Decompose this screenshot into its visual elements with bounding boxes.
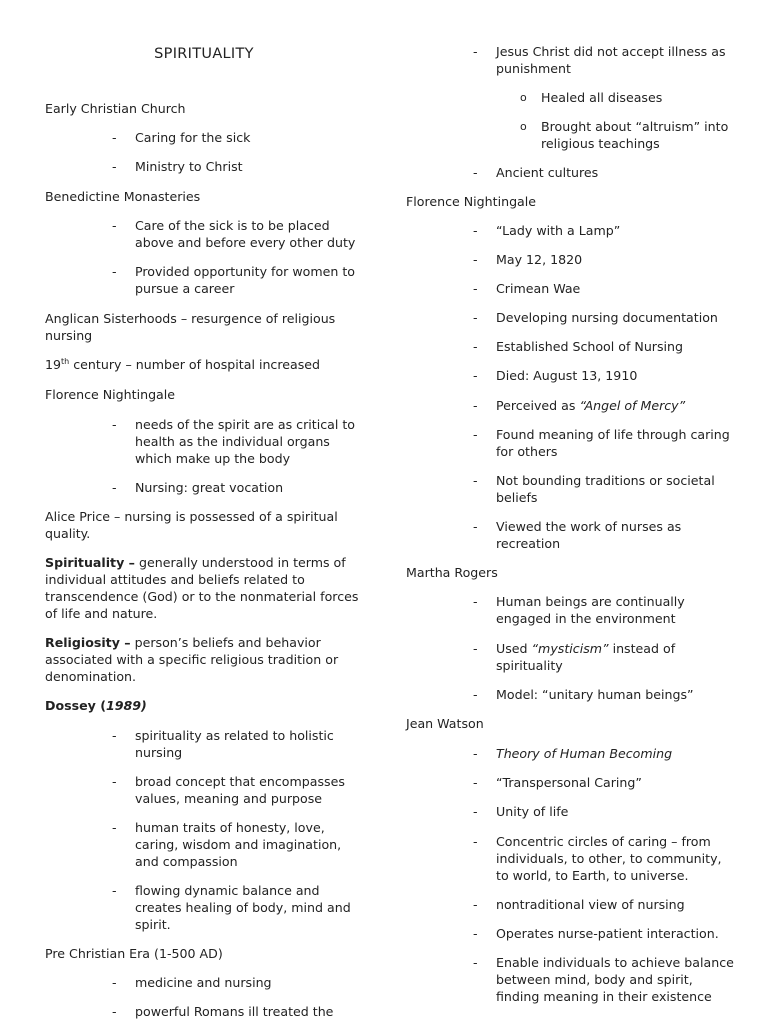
list-item: - Perceived as “Angel of Mercy” (473, 398, 686, 413)
anglican-text: Anglican Sisterhoods – resurgence of religious nursing (45, 311, 336, 343)
left-column (45, 0, 365, 1020)
list-item: - Viewed the work of nurses as recreation (473, 519, 682, 551)
list-item: - Established School of Nursing (473, 339, 684, 354)
list-item: - Theory of Human Becoming (473, 746, 673, 761)
list-item: - nontraditional view of nursing (473, 897, 685, 912)
heading-watson: Jean Watson (406, 716, 484, 731)
spirituality-definition: Spirituality – generally understood in terms of individual attitudes and beliefs related to transcendence (God) or to the nonmaterial forces of life and nature. (45, 555, 359, 621)
rogers-list (406, 593, 736, 703)
nightingale-left-list (45, 416, 365, 496)
watson-list (406, 745, 736, 1005)
list-item: - Provided opportunity for women to pursue a career (112, 264, 356, 296)
list-item: - Found meaning of life through caring for others (473, 427, 730, 459)
heading-benedictine: Benedictine Monasteries (45, 189, 201, 204)
list-item: - Model: “unitary human beings” (473, 687, 694, 702)
alice-price-text: Alice Price – nursing is possessed of a spiritual quality. (45, 509, 338, 541)
religiosity-definition: Religiosity – person’s beliefs and behavior associated with a specific religious tradition or denomination. (45, 635, 339, 684)
heading-nightingale-right: Florence Nightingale (406, 194, 537, 209)
list-item: - flowing dynamic balance and creates healing of body, mind and spirit. (112, 883, 351, 932)
nightingale-right-list (406, 222, 736, 552)
list-item: - Crimean Wae (473, 281, 581, 296)
list-item: - Concentric circles of caring – from individuals, to other, to community, to world, to Earth, to universe. (473, 834, 722, 883)
heading-nightingale: Florence Nightingale (45, 387, 176, 402)
list-item: - powerful Romans ill treated the (112, 1004, 334, 1019)
list-item: - “Transpersonal Caring” (473, 775, 642, 790)
jesus-list (406, 43, 736, 77)
list-item: - Care of the sick is to be placed above and before every other duty (112, 218, 356, 250)
list-item: - Operates nurse-patient interaction. (473, 926, 719, 941)
list-item: - Not bounding traditions or societal beliefs (473, 473, 715, 505)
heading-pre-christian: Pre Christian Era (1-500 AD) (45, 946, 223, 961)
list-item: - needs of the spirit are as critical to health as the individual organs which make up the body (112, 417, 355, 466)
early-church-list (45, 129, 365, 175)
list-item: - Jesus Christ did not accept illness as punishment (473, 44, 726, 76)
sub-list-item: o Healed all diseases (520, 90, 663, 105)
heading-rogers: Martha Rogers (406, 565, 498, 580)
list-item: - Used “mysticism” instead of spirituality (473, 641, 676, 673)
list-item: - Caring for the sick (112, 130, 251, 145)
page-title: SPIRITUALITY (154, 46, 254, 62)
right-column (406, 0, 736, 1005)
ancient-list (406, 164, 736, 181)
list-item: - Enable individuals to achieve balance between mind, body and spirit, finding meaning in their existence (473, 955, 734, 1004)
nineteenth-century-text: 19th century – number of hospital increased (45, 356, 321, 372)
list-item: - medicine and nursing (112, 975, 272, 990)
list-item: - Developing nursing documentation (473, 310, 718, 325)
benedictine-list (45, 217, 365, 297)
list-item: - May 12, 1820 (473, 252, 583, 267)
list-item: - Ancient cultures (473, 165, 599, 180)
list-item: - human traits of honesty, love, caring, wisdom and imagination, and compassion (112, 820, 342, 869)
heading-dossey: Dossey (1989) (45, 698, 147, 713)
list-item: - Ministry to Christ (112, 159, 243, 174)
jesus-sub-list (406, 89, 736, 152)
list-item: - Nursing: great vocation (112, 480, 284, 495)
dossey-list (45, 727, 365, 933)
list-item: - Human beings are continually engaged in the environment (473, 594, 685, 626)
list-item: - Unity of life (473, 804, 569, 819)
list-item: - spirituality as related to holistic nursing (112, 728, 334, 760)
pre-christian-list (45, 974, 365, 1020)
list-item: - broad concept that encompasses values, meaning and purpose (112, 774, 345, 806)
sub-list-item: o Brought about “altruism” into religious teachings (520, 119, 729, 151)
list-item: - “Lady with a Lamp” (473, 223, 621, 238)
heading-early-church: Early Christian Church (45, 101, 186, 116)
list-item: - Died: August 13, 1910 (473, 368, 638, 383)
